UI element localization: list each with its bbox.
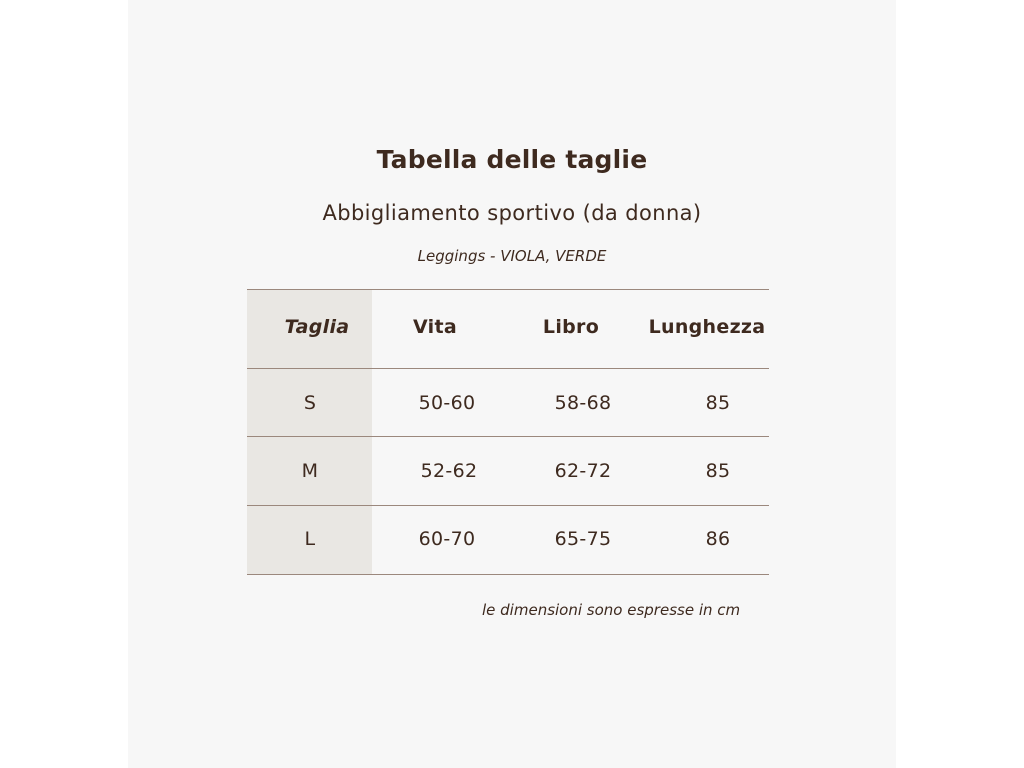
table-cell: 50-60: [418, 392, 476, 414]
size-table: [247, 289, 769, 575]
product-label: Leggings - VIOLA, VERDE: [417, 247, 607, 265]
header-vita: Vita: [413, 316, 457, 338]
table-cell: L: [304, 528, 316, 550]
row-rule: [247, 436, 769, 437]
page-subtitle: Abbigliamento sportivo (da donna): [322, 201, 702, 225]
table-bottom-rule: [247, 574, 769, 575]
row-rule: [247, 505, 769, 506]
header-libro: Libro: [542, 316, 600, 338]
header-rule: [247, 368, 769, 369]
table-cell: 58-68: [554, 392, 612, 414]
page-title: Tabella delle taglie: [376, 145, 648, 174]
table-cell: M: [301, 460, 319, 482]
table-top-rule: [247, 289, 769, 290]
header-taglia: Taglia: [284, 316, 350, 338]
table-cell: 85: [705, 460, 731, 482]
table-cell: 65-75: [554, 528, 612, 550]
header-lunghezza: Lunghezza: [648, 316, 766, 338]
table-cell: 62-72: [554, 460, 612, 482]
units-note: le dimensioni sono espresse in cm: [482, 601, 741, 619]
table-cell: 60-70: [418, 528, 476, 550]
table-cell: 52-62: [420, 460, 478, 482]
size-chart-page: [128, 0, 896, 768]
table-cell: S: [303, 392, 317, 414]
table-cell: 85: [705, 392, 731, 414]
table-cell: 86: [705, 528, 731, 550]
